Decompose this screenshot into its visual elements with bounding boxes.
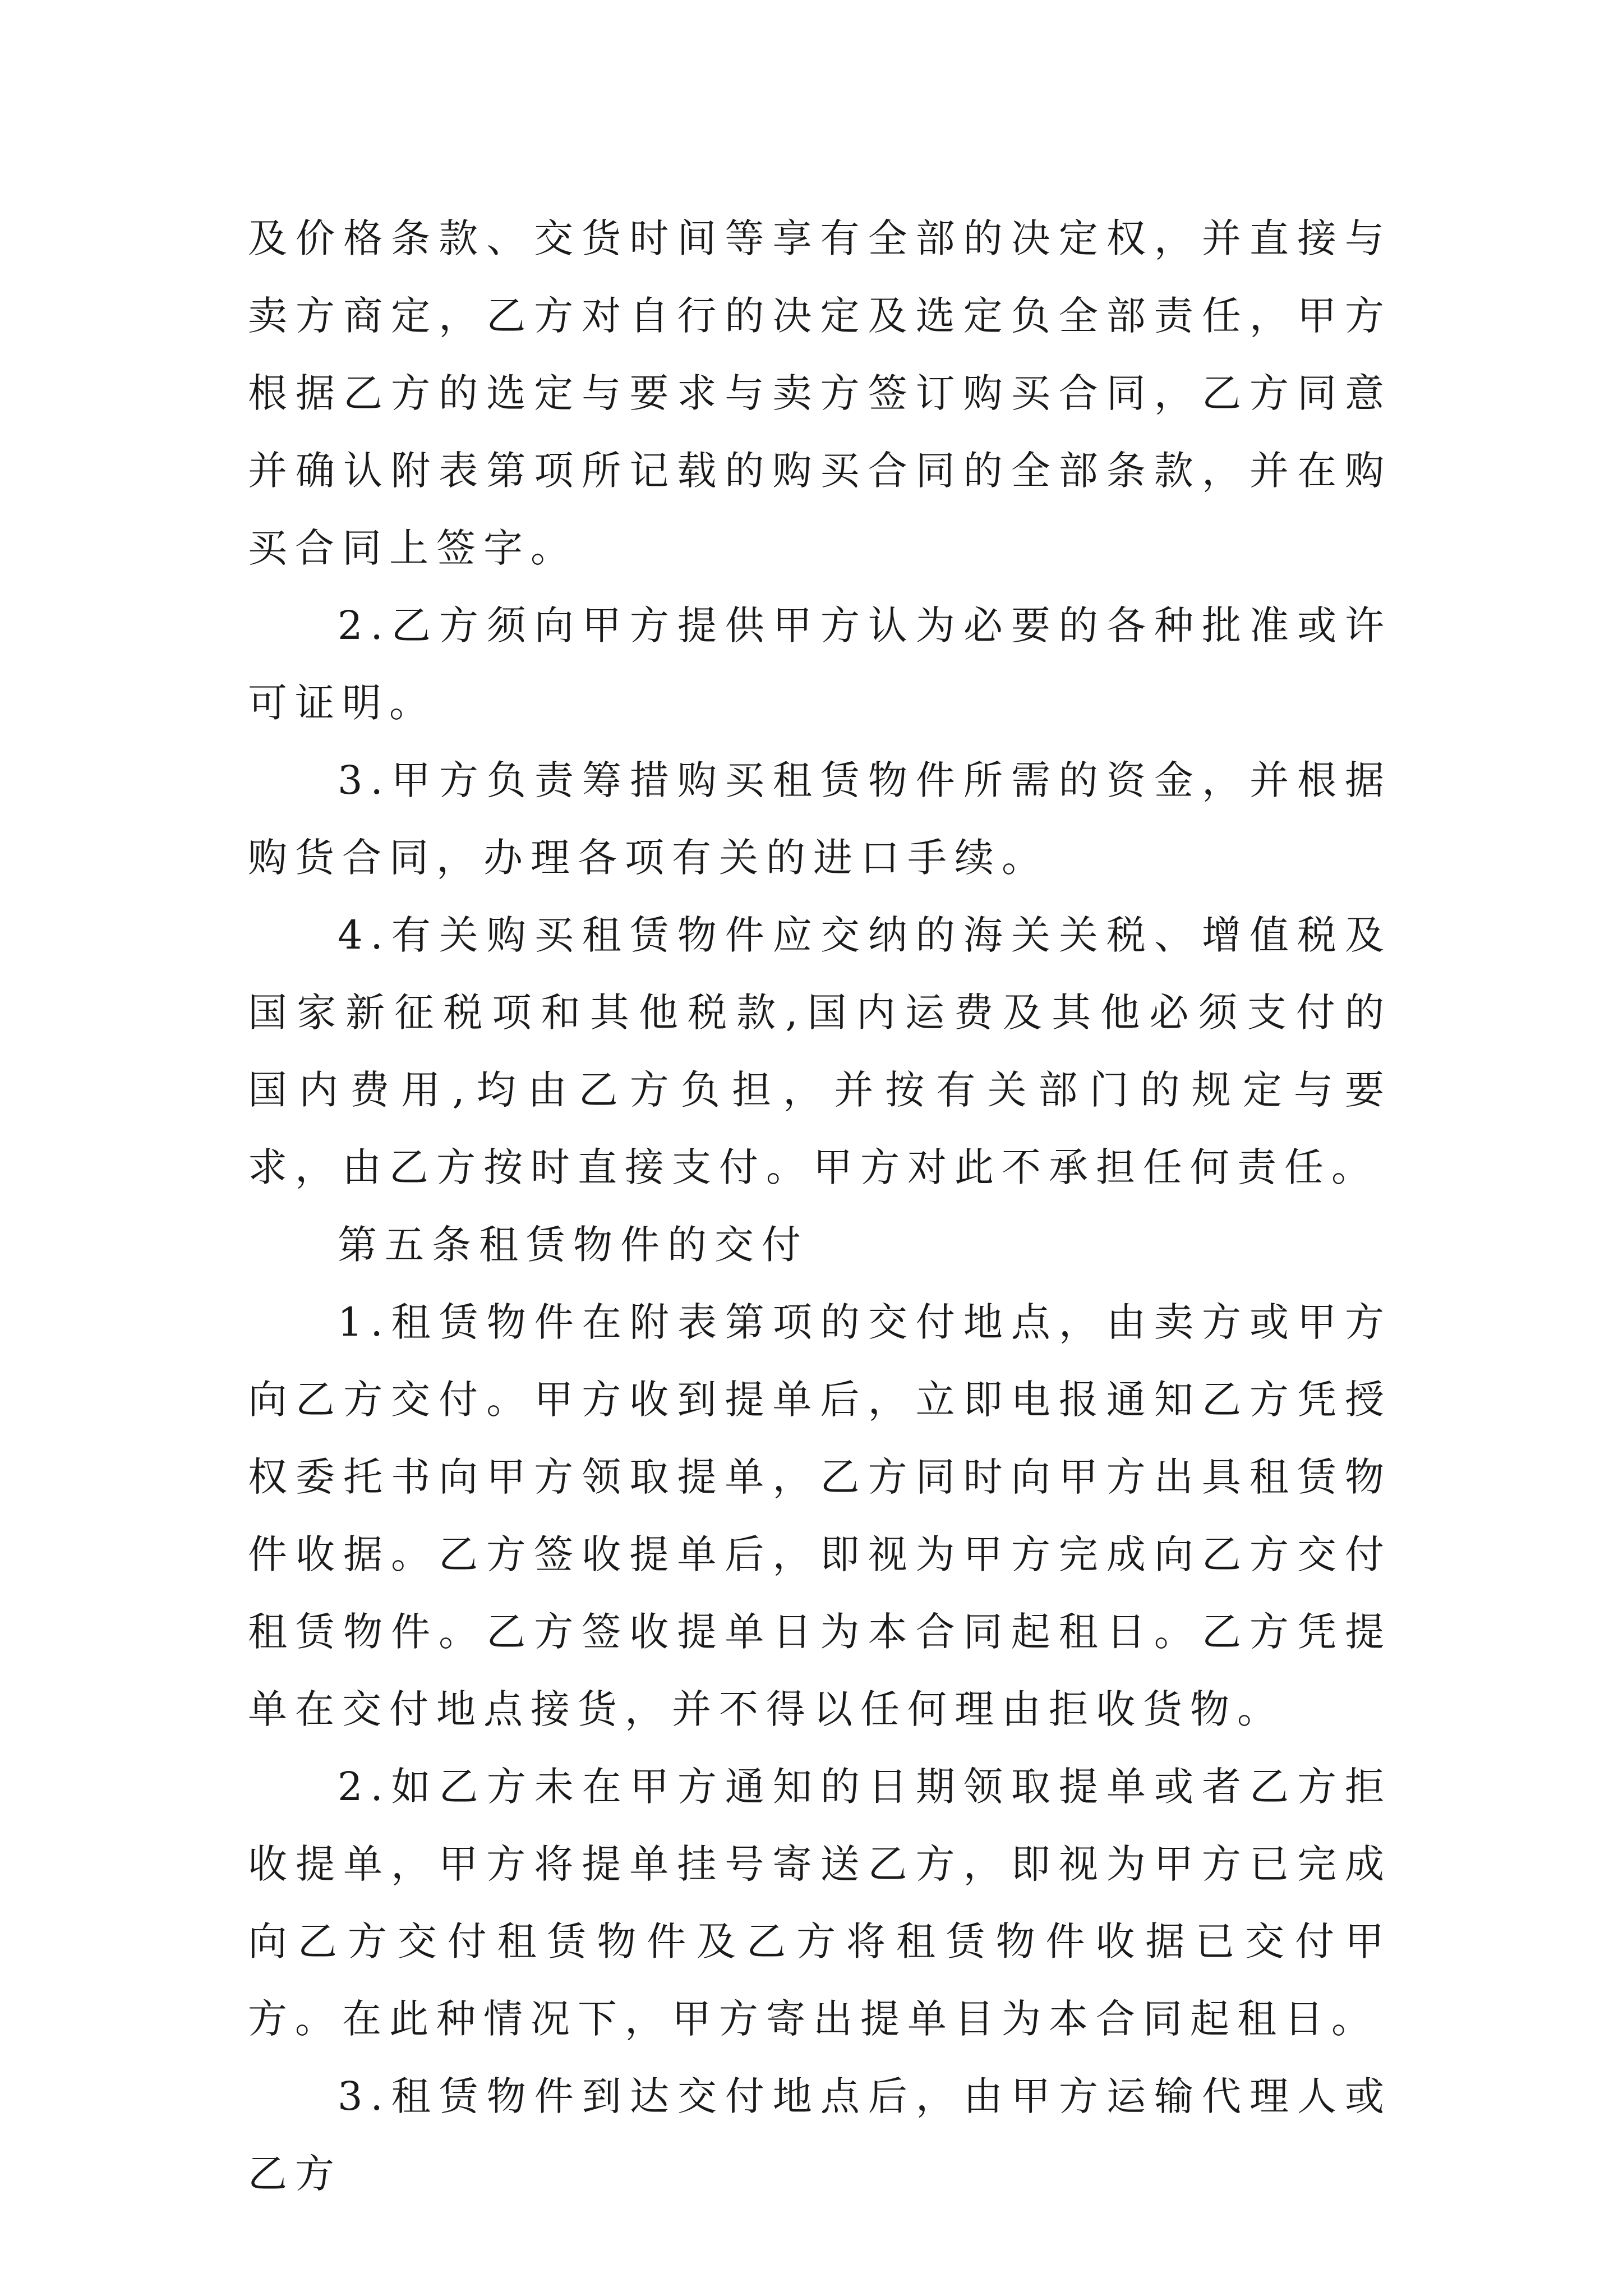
paragraph-2: 2.乙方须向甲方提供甲方认为必要的各种批准或许可证明。 xyxy=(248,602,1392,726)
section-heading: 第五条租赁物件的交付 xyxy=(338,1222,809,1268)
paragraph-5: 1.租赁物件在附表第项的交付地点，由卖方或甲方向乙方交付。甲方收到提单后，立即电报通知乙方凭授权委托书向甲方领取提单，乙方同时向甲方出具租赁物件收据。乙方签收提单后，即视为甲方完成向乙方交付租赁物件。乙方签收提单日为本合同起租日。乙方凭提单在交付地点接货，并不得以任何理由拒收货物。 xyxy=(248,1299,1392,1732)
paragraph-7: 3.租赁物件到达交付地点后，由甲方运输代理人或乙方 xyxy=(248,2073,1392,2197)
paragraph-6: 2.如乙方未在甲方通知的日期领取提单或者乙方拒收提单，甲方将提单挂号寄送乙方，即视为甲方已完成向乙方交付租赁物件及乙方将租赁物件收据已交付甲方。在此种情况下，甲方寄出提单目为本合同起租日。 xyxy=(248,1764,1392,2042)
document-body xyxy=(248,200,1392,2212)
paragraph-4: 4.有关购买租赁物件应交纳的海关关税、增值税及国家新征税项和其他税款,国内运费及其他必须支付的国内费用,均由乙方负担，并按有关部门的规定与要求，由乙方按时直接支付。甲方对此不承担任何责任。 xyxy=(248,912,1392,1190)
paragraph-3: 3.甲方负责筹措购买租赁物件所需的资金，并根据购货合同，办理各项有关的进口手续。 xyxy=(248,757,1392,881)
paragraph-1: 及价格条款、交货时间等享有全部的决定权，并直接与卖方商定，乙方对自行的决定及选定负全部责任，甲方根据乙方的选定与要求与卖方签订购买合同，乙方同意并确认附表第项所记载的购买合同的全部条款，并在购买合同上签字。 xyxy=(248,215,1392,571)
